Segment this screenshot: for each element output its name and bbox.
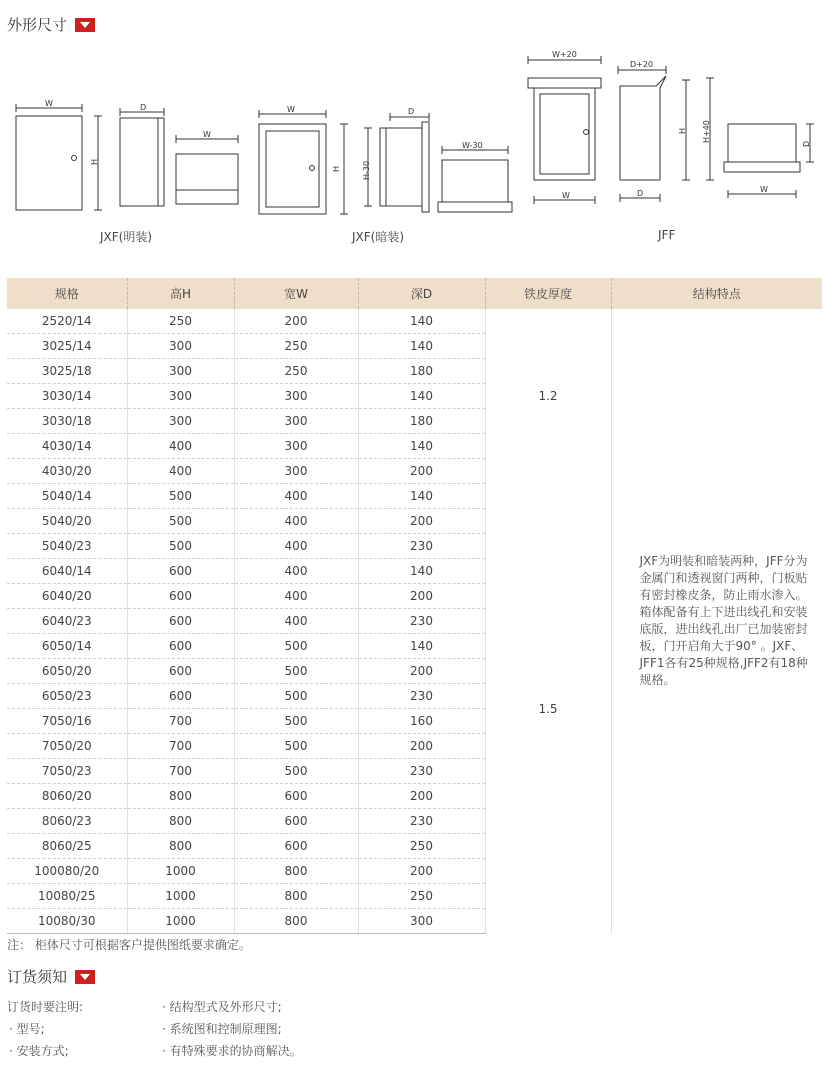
header-spec: 规格 bbox=[7, 278, 127, 309]
section-title-dimensions bbox=[7, 14, 95, 35]
triangle-down-icon bbox=[75, 18, 95, 32]
cell-width: 500 bbox=[234, 734, 358, 759]
dim-h-label: H bbox=[678, 127, 687, 134]
cell-depth: 300 bbox=[358, 909, 485, 934]
cell-depth: 250 bbox=[358, 834, 485, 859]
header-features: 结构特点 bbox=[611, 278, 822, 309]
cell-depth: 230 bbox=[358, 609, 485, 634]
cell-thickness-b: 1.5 bbox=[485, 484, 611, 934]
dim-w-minus-30-label: W-30 bbox=[462, 141, 483, 150]
triangle-down-icon bbox=[75, 970, 95, 984]
cell-width: 500 bbox=[234, 634, 358, 659]
cell-height: 600 bbox=[127, 559, 234, 584]
dim-h-plus-40-label: H+40 bbox=[702, 120, 711, 143]
cell-depth: 230 bbox=[358, 759, 485, 784]
table-row bbox=[7, 309, 822, 334]
cell-spec: 8060/25 bbox=[7, 834, 127, 859]
cell-width: 600 bbox=[234, 784, 358, 809]
jff-front-diagram bbox=[528, 50, 601, 204]
cell-height: 600 bbox=[127, 659, 234, 684]
cell-spec: 5040/14 bbox=[7, 484, 127, 509]
cell-width: 300 bbox=[234, 409, 358, 434]
dimension-diagrams bbox=[0, 40, 824, 250]
dim-w-label: W bbox=[562, 191, 570, 200]
cell-spec: 7050/23 bbox=[7, 759, 127, 784]
cell-width: 200 bbox=[234, 309, 358, 334]
dim-d-label: D bbox=[637, 189, 644, 198]
cell-spec: 3030/18 bbox=[7, 409, 127, 434]
cell-width: 300 bbox=[234, 384, 358, 409]
cell-depth: 160 bbox=[358, 709, 485, 734]
cell-width: 500 bbox=[234, 659, 358, 684]
cell-depth: 140 bbox=[358, 384, 485, 409]
jxf-surface-side-diagram bbox=[120, 103, 164, 206]
cell-spec: 100080/20 bbox=[7, 859, 127, 884]
table-note: 注： 柜体尺寸可根据客户提供图纸要求确定。 bbox=[7, 938, 251, 952]
cell-depth: 140 bbox=[358, 434, 485, 459]
cell-height: 600 bbox=[127, 609, 234, 634]
cell-width: 300 bbox=[234, 459, 358, 484]
cell-depth: 200 bbox=[358, 734, 485, 759]
cell-height: 800 bbox=[127, 834, 234, 859]
cell-depth: 200 bbox=[358, 859, 485, 884]
cell-spec: 6040/20 bbox=[7, 584, 127, 609]
cell-height: 400 bbox=[127, 459, 234, 484]
cell-spec: 6050/14 bbox=[7, 634, 127, 659]
cell-width: 600 bbox=[234, 809, 358, 834]
cell-height: 500 bbox=[127, 484, 234, 509]
cell-spec: 10080/25 bbox=[7, 884, 127, 909]
cell-height: 800 bbox=[127, 784, 234, 809]
jff-side-diagram bbox=[618, 60, 714, 202]
cell-width: 400 bbox=[234, 559, 358, 584]
cell-depth: 200 bbox=[358, 459, 485, 484]
dim-w-label: W bbox=[45, 99, 53, 108]
cell-depth: 200 bbox=[358, 659, 485, 684]
jff-caption: JFF bbox=[658, 228, 676, 242]
cell-height: 250 bbox=[127, 309, 234, 334]
cell-spec: 3030/14 bbox=[7, 384, 127, 409]
order-item-install: · 安装方式; bbox=[9, 1044, 69, 1058]
cell-spec: 6050/20 bbox=[7, 659, 127, 684]
cell-depth: 140 bbox=[358, 634, 485, 659]
cell-depth: 180 bbox=[358, 409, 485, 434]
cell-height: 500 bbox=[127, 509, 234, 534]
cell-width: 400 bbox=[234, 584, 358, 609]
cell-width: 800 bbox=[234, 859, 358, 884]
jxf-surface-caption: JXF(明装) bbox=[100, 230, 153, 244]
header-depth: 深D bbox=[358, 278, 485, 309]
cell-spec: 5040/20 bbox=[7, 509, 127, 534]
cell-depth: 230 bbox=[358, 534, 485, 559]
cell-height: 1000 bbox=[127, 859, 234, 884]
cell-spec: 10080/30 bbox=[7, 909, 127, 934]
cell-width: 400 bbox=[234, 509, 358, 534]
cell-width: 800 bbox=[234, 884, 358, 909]
order-item-model: · 型号; bbox=[9, 1022, 45, 1036]
cell-spec: 4030/14 bbox=[7, 434, 127, 459]
dim-h-minus-30-label: H-30 bbox=[362, 160, 371, 180]
cell-height: 600 bbox=[127, 684, 234, 709]
header-height: 高H bbox=[127, 278, 234, 309]
cell-height: 300 bbox=[127, 359, 234, 384]
cell-depth: 180 bbox=[358, 359, 485, 384]
cell-depth: 140 bbox=[358, 334, 485, 359]
cell-width: 300 bbox=[234, 434, 358, 459]
dim-d-label: D bbox=[802, 140, 811, 147]
header-thickness: 铁皮厚度 bbox=[485, 278, 611, 309]
cell-spec: 8060/23 bbox=[7, 809, 127, 834]
cell-width: 400 bbox=[234, 534, 358, 559]
cell-height: 300 bbox=[127, 334, 234, 359]
cell-spec: 7050/16 bbox=[7, 709, 127, 734]
spec-table bbox=[7, 278, 822, 934]
cell-width: 500 bbox=[234, 684, 358, 709]
cell-depth: 200 bbox=[358, 784, 485, 809]
order-item-special: · 有特殊要求的协商解决。 bbox=[162, 1044, 302, 1058]
cell-height: 700 bbox=[127, 759, 234, 784]
jxf-flush-top-diagram bbox=[438, 141, 512, 212]
cell-depth: 140 bbox=[358, 559, 485, 584]
cell-width: 500 bbox=[234, 759, 358, 784]
dim-d-label: D bbox=[140, 103, 147, 112]
cell-height: 800 bbox=[127, 809, 234, 834]
cell-width: 800 bbox=[234, 909, 358, 934]
cell-width: 500 bbox=[234, 709, 358, 734]
dim-d-label: D bbox=[408, 107, 415, 116]
cell-spec: 6040/14 bbox=[7, 559, 127, 584]
section-title-text: 订货须知 bbox=[7, 968, 68, 986]
dim-w-plus-20-label: W+20 bbox=[552, 50, 577, 59]
cell-spec: 6050/23 bbox=[7, 684, 127, 709]
cell-height: 1000 bbox=[127, 884, 234, 909]
cell-spec: 7050/20 bbox=[7, 734, 127, 759]
cell-width: 400 bbox=[234, 484, 358, 509]
cell-features bbox=[611, 309, 822, 934]
section-title-ordering bbox=[7, 966, 95, 987]
cell-spec: 6040/23 bbox=[7, 609, 127, 634]
cell-depth: 230 bbox=[358, 809, 485, 834]
order-intro: 订货时要注明: bbox=[7, 1000, 84, 1014]
cell-spec: 3025/18 bbox=[7, 359, 127, 384]
jxf-surface-top-diagram bbox=[176, 130, 238, 204]
order-item-diagram: · 系统图和控制原理图; bbox=[162, 1022, 282, 1036]
cell-depth: 140 bbox=[358, 309, 485, 334]
jxf-flush-side-diagram bbox=[362, 107, 429, 212]
cell-height: 1000 bbox=[127, 909, 234, 934]
features-text: JXF为明装和暗装两种，JFF分为金属门和透视窗门两种，门板贴有密封橡皮条，防止雨水渗入。箱体配备有上下进出线孔和安装底版，进出线孔出厂已加装密封板，门开启角大于90° 。JXF、JFF1各有25种规格,JFF2有18种规格。 bbox=[639, 554, 808, 688]
header-width: 宽W bbox=[234, 278, 358, 309]
cell-width: 250 bbox=[234, 359, 358, 384]
cell-spec: 8060/20 bbox=[7, 784, 127, 809]
cell-height: 300 bbox=[127, 384, 234, 409]
cell-width: 400 bbox=[234, 609, 358, 634]
dim-h-label: H bbox=[90, 158, 99, 165]
cell-depth: 200 bbox=[358, 509, 485, 534]
jxf-flush-caption: JXF(暗装) bbox=[352, 230, 405, 244]
cell-thickness-a: 1.2 bbox=[485, 309, 611, 484]
dim-w-label: W bbox=[760, 185, 768, 194]
cell-depth: 140 bbox=[358, 484, 485, 509]
cell-spec: 3025/14 bbox=[7, 334, 127, 359]
cell-height: 500 bbox=[127, 534, 234, 559]
cell-height: 700 bbox=[127, 734, 234, 759]
cell-height: 600 bbox=[127, 634, 234, 659]
cell-depth: 230 bbox=[358, 684, 485, 709]
dim-d-plus-20-label: D+20 bbox=[630, 60, 654, 69]
cell-width: 250 bbox=[234, 334, 358, 359]
order-item-structure: · 结构型式及外形尺寸; bbox=[162, 1000, 282, 1014]
cell-depth: 200 bbox=[358, 584, 485, 609]
cell-height: 400 bbox=[127, 434, 234, 459]
cell-height: 600 bbox=[127, 584, 234, 609]
cell-depth: 250 bbox=[358, 884, 485, 909]
cell-height: 300 bbox=[127, 409, 234, 434]
jxf-flush-front-diagram bbox=[259, 105, 348, 214]
jxf-surface-front-diagram bbox=[16, 99, 102, 210]
dim-h-label: H bbox=[332, 165, 341, 172]
table-header-row bbox=[7, 278, 822, 309]
cell-width: 600 bbox=[234, 834, 358, 859]
cell-spec: 5040/23 bbox=[7, 534, 127, 559]
cell-height: 700 bbox=[127, 709, 234, 734]
dim-w-label: W bbox=[287, 105, 295, 114]
section-title-text: 外形尺寸 bbox=[7, 16, 68, 34]
cell-spec: 4030/20 bbox=[7, 459, 127, 484]
dim-w-label: W bbox=[203, 130, 211, 139]
jff-top-diagram bbox=[724, 124, 814, 198]
cell-spec: 2520/14 bbox=[7, 309, 127, 334]
